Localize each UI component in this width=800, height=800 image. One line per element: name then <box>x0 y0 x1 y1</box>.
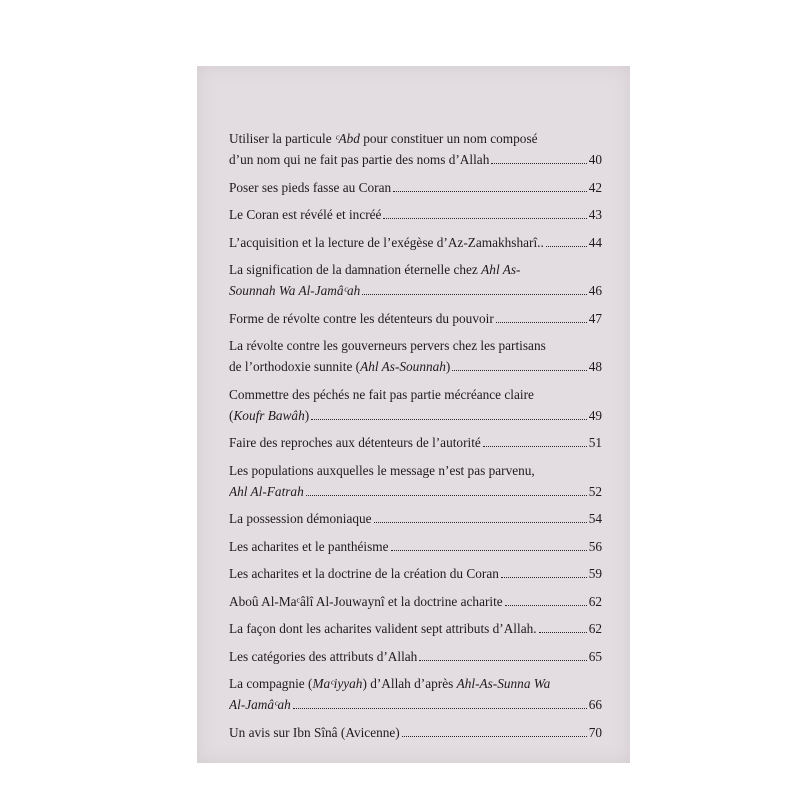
toc-entry-line <box>229 280 602 301</box>
toc-entry-title: Un avis sur Ibn Sînâ (Avicenne) <box>229 724 400 740</box>
toc-page-number: 48 <box>588 359 602 374</box>
toc-entry-title: La révolte contre les gouverneurs pervers chez les partisans <box>229 338 546 353</box>
toc-entry-title: Sounnah Wa Al-Jamâᶜah <box>229 283 361 298</box>
toc-entry-line <box>229 591 602 612</box>
toc-page-number: 47 <box>588 310 602 326</box>
dot-leader <box>483 445 587 447</box>
toc-entry <box>229 722 602 743</box>
dot-leader <box>311 418 587 420</box>
toc-entry-title: Ahl Al-Fatrah <box>229 483 304 499</box>
toc-entry-title: La façon dont les acharites valident sept attributs d’Allah. <box>229 621 537 636</box>
toc-page-number: 44 <box>588 234 602 250</box>
toc-entry-title: Poser ses pieds fasse au Coran <box>229 179 392 195</box>
dot-leader <box>391 549 587 551</box>
toc-entry-title: Forme de révolte contre les détenteurs du pouvoir <box>229 310 494 326</box>
toc-entry-line <box>229 384 602 405</box>
toc-entry-line <box>229 722 602 743</box>
toc-entry-line <box>229 508 602 529</box>
table-of-contents <box>229 128 602 749</box>
dot-leader <box>496 321 587 323</box>
dot-leader <box>293 707 587 709</box>
toc-page-number: 46 <box>588 283 602 298</box>
toc-entry-title: La signification de la damnation éternelle chez Ahl As- <box>229 262 521 277</box>
toc-entry-line <box>229 356 602 377</box>
toc-entry-line <box>229 481 602 502</box>
dot-leader <box>402 735 587 737</box>
toc-page-number: 49 <box>588 407 602 423</box>
toc-entry <box>229 460 602 502</box>
dot-leader <box>374 521 587 523</box>
toc-entry-line <box>229 335 602 356</box>
toc-page-number: 65 <box>588 648 602 664</box>
toc-entry-title: Les acharites et le panthéisme <box>229 538 389 554</box>
toc-entry-title: d’un nom qui ne fait pas partie des noms d’Allah <box>229 152 490 167</box>
dot-leader <box>505 604 587 606</box>
toc-entry-title: Faire des reproches aux détenteurs de l’autorité <box>229 435 481 450</box>
dot-leader <box>491 162 586 164</box>
toc-page-number: 62 <box>588 621 602 636</box>
toc-entry-line <box>229 694 602 715</box>
toc-entry <box>229 536 602 557</box>
toc-entry-line <box>229 204 602 225</box>
toc-entry-title: Les catégories des attributs d’Allah <box>229 648 418 664</box>
toc-entry-line <box>229 308 602 329</box>
dot-leader <box>452 369 586 371</box>
toc-entry-line <box>229 177 602 198</box>
dot-leader <box>393 190 587 192</box>
toc-entry-title: de l’orthodoxie sunnite (Ahl As-Sounnah) <box>229 359 451 374</box>
toc-entry-title: Al-Jamâᶜah <box>229 697 291 712</box>
toc-page-number: 59 <box>588 566 602 581</box>
dot-leader <box>419 659 586 661</box>
toc-entry <box>229 232 602 253</box>
toc-entry-title: Les acharites et la doctrine de la création du Coran <box>229 566 499 581</box>
toc-entry-line <box>229 563 602 584</box>
toc-entry-title: Aboû Al-Maᶜâlî Al-Jouwaynî et la doctrine acharite <box>229 593 503 609</box>
toc-entry-line <box>229 128 602 149</box>
toc-entry-title: (Koufr Bawâh) <box>229 407 310 423</box>
toc-entry-line <box>229 618 602 639</box>
toc-page-number: 42 <box>588 179 602 195</box>
dot-leader <box>383 217 586 219</box>
toc-entry <box>229 204 602 225</box>
toc-page-number: 40 <box>588 152 602 167</box>
toc-entry-line <box>229 259 602 280</box>
toc-entry <box>229 384 602 426</box>
toc-entry <box>229 618 602 639</box>
dot-leader <box>546 245 587 247</box>
toc-entry-line <box>229 673 602 694</box>
toc-page-number: 66 <box>588 697 602 712</box>
toc-entry <box>229 128 602 170</box>
toc-page-number: 62 <box>588 593 602 609</box>
toc-entry-title: Utiliser la particule ᶜAbd pour constituer un nom composé <box>229 131 538 146</box>
toc-entry-line <box>229 405 602 426</box>
toc-entry <box>229 508 602 529</box>
toc-page-number: 51 <box>588 435 602 450</box>
toc-page-number: 52 <box>588 483 602 499</box>
toc-entry <box>229 432 602 453</box>
toc-entry <box>229 335 602 377</box>
toc-entry <box>229 563 602 584</box>
toc-entry-line <box>229 460 602 481</box>
toc-entry-title: La possession démoniaque <box>229 511 372 526</box>
toc-page-number: 70 <box>588 724 602 740</box>
toc-page-number: 43 <box>588 207 602 222</box>
book-page <box>197 66 630 763</box>
toc-page-number: 54 <box>588 511 602 526</box>
toc-entry-title: La compagnie (Maᶜiyyah) d’Allah d’après Ahl-As-Sunna Wa <box>229 676 551 691</box>
toc-entry-line <box>229 646 602 667</box>
dot-leader <box>501 576 587 578</box>
toc-entry-title: Les populations auxquelles le message n’est pas parvenu, <box>229 462 535 478</box>
toc-entry <box>229 673 602 715</box>
dot-leader <box>362 293 586 295</box>
toc-entry-title: L’acquisition et la lecture de l’exégèse d’Az-Zamakhsharî.. <box>229 234 544 250</box>
toc-entry <box>229 308 602 329</box>
toc-entry-title: Commettre des péchés ne fait pas partie mécréance claire <box>229 386 534 402</box>
toc-entry-line <box>229 432 602 453</box>
dot-leader <box>539 631 587 633</box>
toc-entry <box>229 177 602 198</box>
toc-entry-title: Le Coran est révélé et incréé <box>229 207 382 222</box>
toc-entry-line <box>229 536 602 557</box>
toc-entry-line <box>229 149 602 170</box>
toc-entry <box>229 259 602 301</box>
toc-page-number: 56 <box>588 538 602 554</box>
toc-entry-line <box>229 232 602 253</box>
toc-entry <box>229 591 602 612</box>
toc-entry <box>229 646 602 667</box>
dot-leader <box>306 494 587 496</box>
